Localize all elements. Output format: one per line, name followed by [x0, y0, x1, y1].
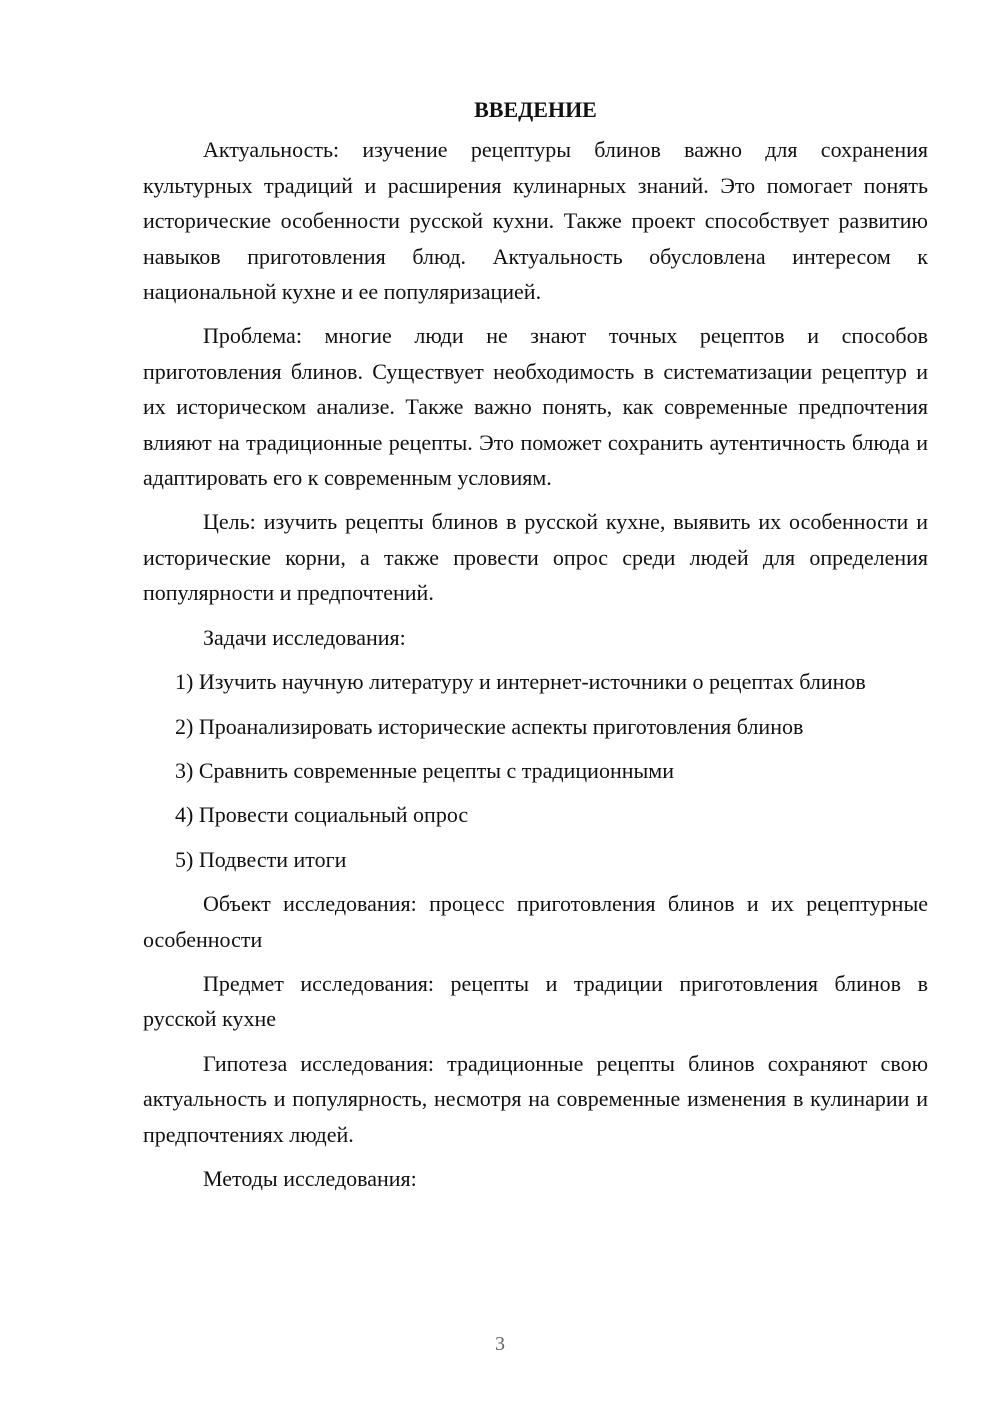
paragraph-subject: Предмет исследования: рецепты и традиции приготовления блинов в русской кухне — [143, 970, 928, 1032]
task-item: 3) Сравнить современные рецепты с традиционными — [175, 757, 674, 783]
tasks-heading: Задачи исследования: — [203, 624, 406, 650]
paragraph-object: Объект исследования: процесс приготовления блинов и их рецептурные особенности — [143, 891, 928, 952]
tasks-list — [143, 664, 928, 877]
document-page — [143, 92, 928, 1205]
task-item: 5) Подвести итоги — [175, 846, 347, 872]
paragraph-relevance: Актуальность: изучение рецептуры блинов важно для сохранения культурных традиций и расширения кулинарных знаний. Это помогает понять исторические особенности русской кухни. Также проект способствует развитию навыков приготовления блюд. Актуальность обусловлена интересом к национальной кухне и ее популяризацией. — [143, 137, 928, 305]
task-item: 1) Изучить научную литературу и интернет-источники о рецептах блинов — [175, 669, 866, 695]
paragraph-goal: Цель: изучить рецепты блинов в русской кухне, выявить их особенности и исторические корни, а также провести опрос среди людей для определения популярности и предпочтений. — [143, 509, 928, 606]
task-item: 4) Провести социальный опрос — [175, 802, 469, 828]
task-item: 2) Проанализировать исторические аспекты приготовления блинов — [175, 713, 804, 739]
page-title: ВВЕДЕНИЕ — [474, 97, 597, 122]
paragraph-hypothesis: Гипотеза исследования: традиционные рецепты блинов сохраняют свою актуальность и популярность, несмотря на современные изменения в кулинарии и предпочтениях людей. — [143, 1050, 928, 1147]
page-number: 3 — [495, 1333, 505, 1355]
paragraph-problem: Проблема: многие люди не знают точных рецептов и способов приготовления блинов. Существует необходимость в систематизации рецептур и их историческом анализе. Также важно понять, как современные предпочтения влияют на традиционные рецепты. Это поможет сохранить аутентичность блюда и адаптировать его к современным условиям. — [143, 323, 928, 491]
methods-heading: Методы исследования: — [203, 1165, 417, 1191]
